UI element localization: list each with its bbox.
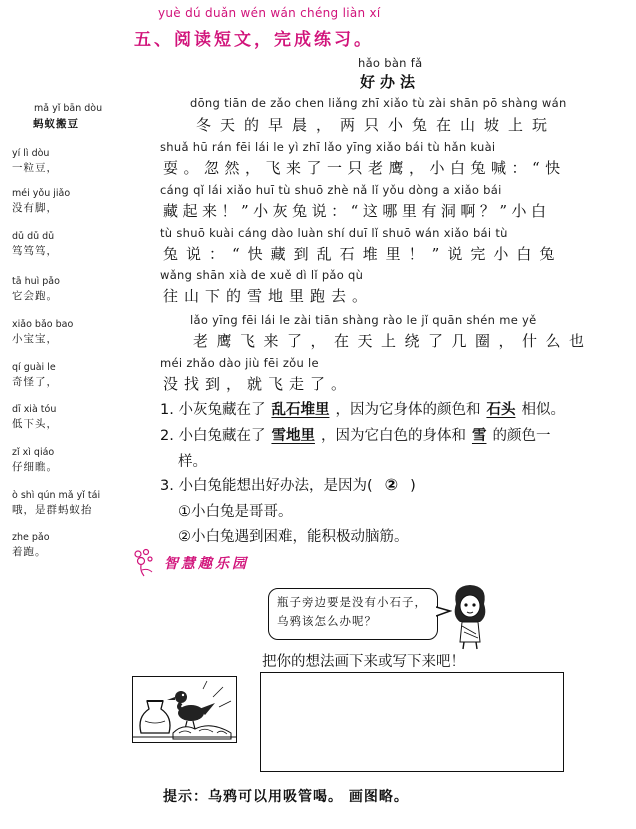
story-line-pinyin: dōng tiān de zǎo chen liǎng zhī xiǎo tù zài shān pō shàng wán (190, 96, 567, 110)
question-1-answer-2: 石头 (486, 402, 516, 418)
story-line: 冬天的早晨，两只小兔在山坡上玩 (196, 116, 557, 134)
story-line-pinyin: lǎo yīng fēi lái le zài tiān shàng rào le jǐ quān shén me yě (190, 313, 537, 327)
glossary-pinyin: ò shì qún mǎ yǐ tái (12, 490, 101, 501)
question-3-suffix: ) (410, 478, 416, 494)
girl-character-icon (446, 582, 494, 650)
section-title: 五、阅读短文，完成练习。 (134, 30, 374, 50)
option-1: ①小白兔是哥哥。 (178, 504, 293, 520)
question-2 (160, 424, 550, 445)
glossary-pinyin: tā huì pǎo (12, 276, 60, 287)
question-2-continuation: 样。 (178, 454, 207, 470)
story-line-pinyin: tù shuō kuài cáng dào luàn shí duī lǐ shuō wán xiǎo bái tù (160, 226, 508, 240)
question-2-suffix: 的颜色一 (492, 428, 551, 444)
glossary-pinyin: qí guài le (12, 362, 56, 373)
question-2-middle: ，因为它白色的身体和 (320, 428, 466, 444)
glossary-pinyin: dǔ dǔ dǔ (12, 231, 55, 242)
section-pinyin: yuè dú duǎn wén wán chéng liàn xí (158, 6, 381, 20)
drawing-prompt: 把你的想法画下来或写下来吧！ (262, 654, 465, 670)
story-line: 往山下的雪地里跑去。 (163, 287, 374, 305)
glossary-line: 仔细瞧。 (12, 461, 58, 473)
question-1-suffix: 相似。 (521, 402, 565, 418)
story-title-pinyin: hǎo bàn fǎ (358, 56, 423, 70)
speech-bubble (268, 588, 438, 640)
story-line: 耍。忽然，飞来了一只老鹰，小白兔喊：“快 (163, 159, 566, 177)
question-3 (160, 474, 416, 495)
option-2: ②小白兔遇到困难，能积极动脑筋。 (178, 529, 409, 545)
story-line-pinyin: wǎng shān xià de xuě dì lǐ pǎo qù (160, 268, 364, 282)
glossary-title: 蚂蚁搬豆 (33, 118, 79, 130)
glossary-line: 笃笃笃， (12, 245, 58, 257)
question-1-prefix: 1. 小灰兔藏在了 (160, 402, 266, 418)
crow-picture (132, 676, 237, 743)
fun-banner-title: 智慧趣乐园 (164, 556, 249, 572)
glossary-line: 一粒豆， (12, 162, 58, 174)
story-line-pinyin: cáng qǐ lái xiǎo huī tù shuō zhè nǎ lǐ yǒu dòng a xiǎo bái (160, 183, 502, 197)
story-line-pinyin: shuǎ hū rán fēi lái le yì zhī lǎo yīng xiǎo bái tù hǎn kuài (160, 140, 496, 154)
glossary-pinyin: zhe pǎo (12, 532, 50, 543)
question-1 (160, 398, 565, 419)
question-1-answer-1: 乱石堆里 (271, 402, 330, 418)
drawing-answer-box[interactable] (260, 672, 564, 772)
glossary-line: 它会跑。 (12, 290, 58, 302)
story-line-pinyin: méi zhǎo dào jiù fēi zǒu le (160, 356, 319, 370)
question-2-answer-2: 雪 (471, 428, 487, 444)
question-3-answer: ② (384, 475, 399, 494)
story-line: 藏起来！”小灰兔说：“这哪里有洞啊？”小白 (163, 202, 551, 220)
question-3-prefix: 3. 小白兔能想出好办法，是因为( (160, 478, 373, 494)
glossary-line: 哦，是群蚂蚁抬 (12, 504, 93, 516)
hint-text: 提示：乌鸦可以用吸管喝。 画图略。 (163, 789, 409, 805)
glossary-pinyin: dī xià tóu (12, 404, 57, 415)
glossary-pinyin: mǎ yǐ bān dòu (34, 103, 103, 114)
question-2-answer-1: 雪地里 (271, 428, 315, 444)
story-line: 没找到，就飞走了。 (163, 375, 353, 393)
question-2-prefix: 2. 小白兔藏在了 (160, 428, 266, 444)
story-line: 兔说：“快藏到乱石堆里！”说完小白兔 (163, 245, 563, 263)
glossary-line: 没有脚， (12, 202, 58, 214)
glossary-pinyin: zǐ xì qiáo (12, 447, 55, 458)
question-1-middle: ，因为它身体的颜色和 (335, 402, 481, 418)
speech-bubble-text: 瓶子旁边要是没有小石子，乌鸦该怎么办呢？ (277, 595, 427, 628)
glossary-line: 奇怪了， (12, 376, 58, 388)
glossary-line: 着跑。 (12, 546, 47, 558)
glossary-line: 小宝宝， (12, 333, 58, 345)
story-title: 好办法 (360, 73, 421, 91)
flower-decoration-icon (128, 546, 160, 578)
glossary-line: 低下头， (12, 418, 58, 430)
glossary-pinyin: méi yǒu jiǎo (12, 188, 71, 199)
glossary-pinyin: xiǎo bǎo bao (12, 319, 74, 330)
story-line: 老鹰飞来了，在天上绕了几圈，什么也 (193, 332, 593, 350)
glossary-pinyin: yí lì dòu (12, 148, 50, 159)
